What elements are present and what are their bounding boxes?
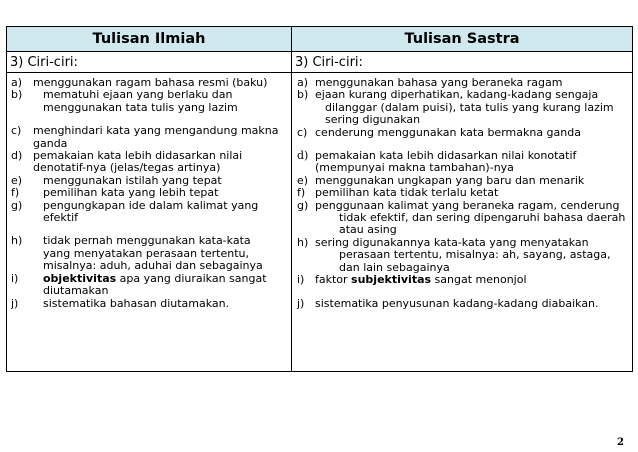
list-item xyxy=(292,89,632,126)
item-line: menghindari kata yang mengandung makna xyxy=(33,124,279,138)
item-marker: d) xyxy=(297,149,309,163)
list-item xyxy=(292,298,632,310)
item-line: efektif xyxy=(43,211,79,225)
item-line: pemilihan kata yang lebih tepat xyxy=(43,186,219,200)
item-marker: a) xyxy=(11,76,23,89)
item-text xyxy=(315,187,632,199)
bold-term: objektivitas xyxy=(43,271,117,285)
item-marker: f) xyxy=(297,186,306,200)
item-marker: b) xyxy=(297,88,309,102)
item-text xyxy=(315,237,632,274)
item-line: pemakaian kata lebih didasarkan nilai xyxy=(33,149,243,163)
item-line: menggunakan bahasa yang beraneka ragam xyxy=(315,76,563,89)
item-line: penggunaan kalimat yang beraneka ragam, cenderung xyxy=(315,198,620,212)
item-marker: f) xyxy=(11,186,20,200)
item-text xyxy=(315,200,632,237)
item-line: cenderung menggunakan kata bermakna ganda xyxy=(315,125,581,139)
item-marker: h) xyxy=(11,234,23,248)
item-text xyxy=(33,235,291,272)
item-line: tidak pernah menggunakan kata-kata xyxy=(43,234,251,248)
item-text xyxy=(33,298,291,310)
item-line: sering digunakannya kata-kata yang menyatakan xyxy=(315,235,589,249)
header-tulisan-sastra: Tulisan Sastra xyxy=(292,27,633,52)
list-item xyxy=(7,125,291,150)
list-item xyxy=(292,237,632,274)
item-text xyxy=(315,89,632,126)
item-marker: j) xyxy=(297,296,305,310)
list-item xyxy=(7,298,291,310)
list-item xyxy=(292,187,632,199)
header-row xyxy=(7,27,633,52)
list-item xyxy=(7,187,291,199)
section-label-right: 3) Ciri-ciri: xyxy=(292,52,633,73)
list-item xyxy=(7,273,291,298)
item-marker: h) xyxy=(297,235,309,249)
item-marker: e) xyxy=(11,173,23,187)
comparison-table xyxy=(6,26,633,372)
item-text xyxy=(33,150,291,175)
item-marker: i) xyxy=(297,273,305,287)
item-line xyxy=(315,274,630,286)
item-marker: i) xyxy=(11,271,19,285)
list-item xyxy=(7,89,291,114)
item-text xyxy=(33,125,291,150)
item-marker: c) xyxy=(297,125,308,139)
item-line: dan lain sebagainya xyxy=(339,260,450,274)
item-line: sistematika penyusunan kadang-kadang diabaikan. xyxy=(315,296,599,310)
item-marker: e) xyxy=(297,173,309,187)
item-marker: j) xyxy=(11,296,19,310)
list-item xyxy=(292,274,632,286)
item-line: menggunakan tata tulis yang lazim xyxy=(43,100,238,114)
item-line: pemakaian kata lebih didasarkan nilai konotatif xyxy=(315,149,577,163)
item-text xyxy=(315,127,632,139)
item-text xyxy=(315,298,632,310)
item-text xyxy=(33,89,291,114)
ilmiah-cell xyxy=(7,73,292,372)
sastra-cell xyxy=(292,73,633,372)
list-item xyxy=(7,200,291,225)
list-item xyxy=(292,127,632,139)
list-item xyxy=(7,150,291,175)
item-line-pre: faktor xyxy=(315,273,352,287)
item-line-rest: sangat menonjol xyxy=(431,273,527,287)
ilmiah-list xyxy=(7,77,291,310)
item-line: menggunakan ragam bahasa resmi (baku) xyxy=(33,76,268,89)
item-line: sering digunakan xyxy=(325,113,421,127)
item-line: ejaan kurang diperhatikan, kadang-kadang sengaja xyxy=(315,88,599,102)
item-line: sistematika bahasan diutamakan. xyxy=(43,296,230,310)
content-row xyxy=(7,73,633,372)
item-marker: d) xyxy=(11,149,23,163)
item-line: perasaan tertentu, misalnya: ah, sayang, astaga, xyxy=(339,248,611,262)
item-text xyxy=(33,200,291,225)
item-line: dilanggar (dalam puisi), tata tulis yang kurang lazim xyxy=(325,100,614,114)
item-text xyxy=(315,150,632,175)
item-marker: b) xyxy=(11,88,23,102)
item-line: yang menyatakan perasaan tertentu, xyxy=(43,246,249,260)
item-marker: g) xyxy=(297,198,309,212)
item-line: denotatif-nya (jelas/tegas artinya) xyxy=(33,161,221,175)
item-text xyxy=(33,273,291,298)
item-line: menggunakan ungkapan yang baru dan menarik xyxy=(315,173,585,187)
item-line: ganda xyxy=(33,136,68,150)
item-text xyxy=(33,187,291,199)
list-item xyxy=(292,150,632,175)
item-line: mematuhi ejaan yang berlaku dan xyxy=(43,88,233,102)
page-number: 2 xyxy=(617,437,624,448)
item-line-rest: apa yang diuraikan sangat xyxy=(116,271,267,285)
header-tulisan-ilmiah: Tulisan Ilmiah xyxy=(7,27,292,52)
item-line: (mempunyai makna tambahan)-nya xyxy=(315,161,514,175)
item-line: menggunakan istilah yang tepat xyxy=(43,173,222,187)
list-item xyxy=(292,200,632,237)
section-label-left: 3) Ciri-ciri: xyxy=(7,52,292,73)
item-line: diutamakan xyxy=(43,284,109,298)
item-marker: c) xyxy=(11,124,22,138)
item-marker: a) xyxy=(297,76,309,89)
list-item xyxy=(7,235,291,272)
item-line: atau asing xyxy=(339,223,397,237)
item-line: pemilihan kata tidak terlalu ketat xyxy=(315,186,499,200)
item-line: misalnya: aduh, aduhai dan sebagainya xyxy=(43,259,263,273)
item-line: pengungkapan ide dalam kalimat yang xyxy=(43,198,259,212)
item-line: tidak efektif, dan sering dipengaruhi bahasa daerah xyxy=(339,211,626,225)
item-marker: g) xyxy=(11,198,23,212)
section-row xyxy=(7,52,633,73)
item-text xyxy=(315,274,632,286)
sastra-list xyxy=(292,77,632,310)
bold-term: subjektivitas xyxy=(351,273,432,287)
